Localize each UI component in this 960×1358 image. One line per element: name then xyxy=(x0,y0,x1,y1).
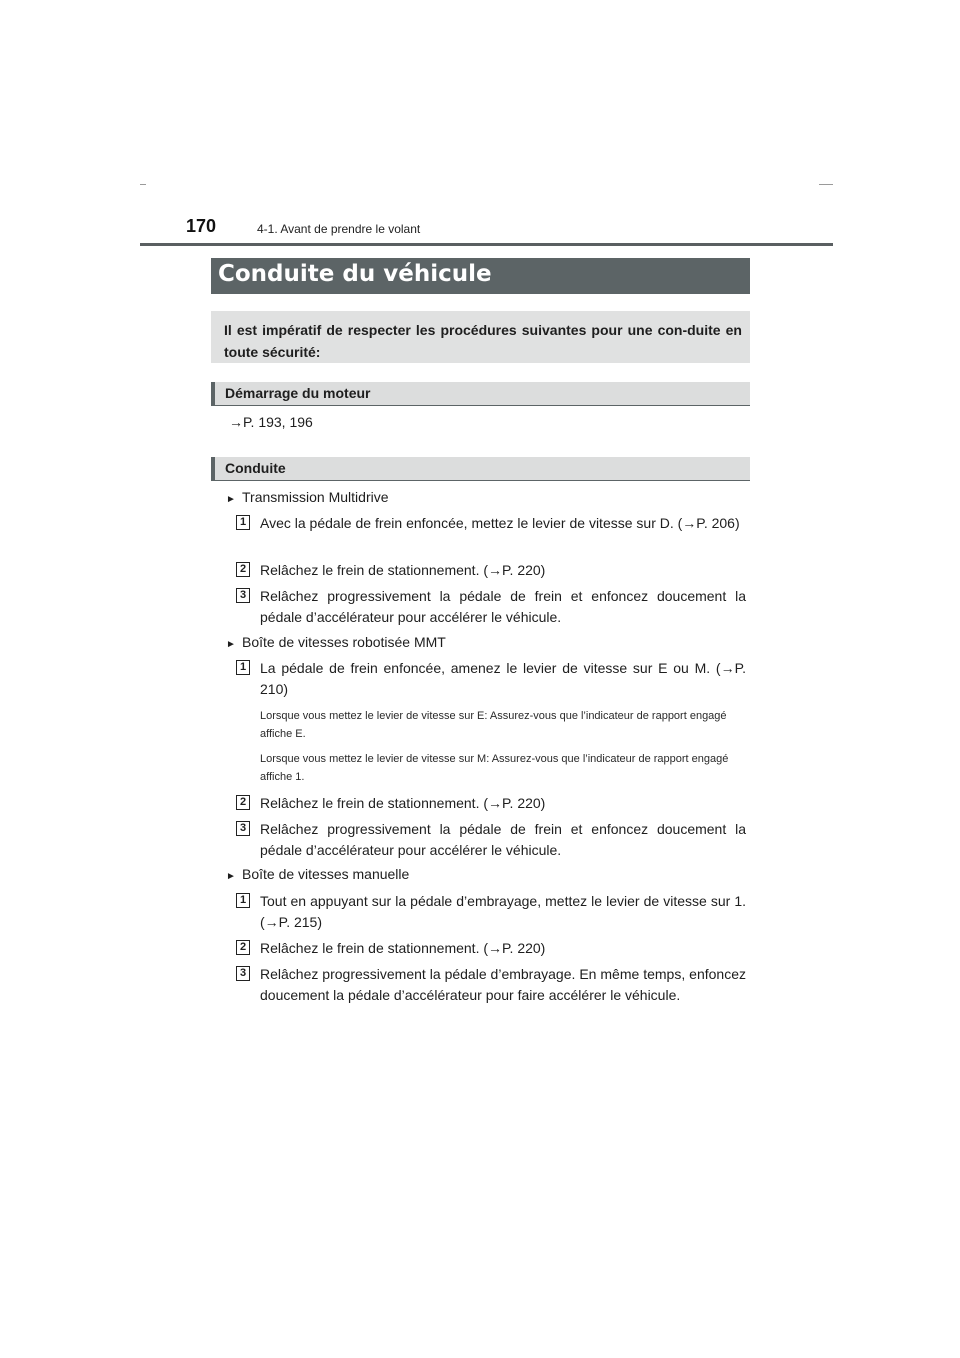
section-title: 4-1. Avant de prendre le volant xyxy=(257,222,421,236)
subheading-driving: Conduite xyxy=(211,457,750,481)
step-text: Relâchez progressivement la pédale de frein et enfoncez doucement la pédale d’accélérateur pour accélérer le véhicule. xyxy=(260,821,746,858)
step-text: Tout en appuyant sur la pédale d’embrayage, mettez le levier de vitesse sur 1. (→P. 215) xyxy=(260,893,746,930)
bullet-multidrive xyxy=(226,489,389,505)
page-title: Conduite du véhicule xyxy=(211,258,750,294)
crop-mark-right xyxy=(819,184,833,185)
subheading-starting: Démarrage du moteur xyxy=(211,382,750,406)
step-number-badge: 2 xyxy=(236,562,250,577)
bullet-label: Boîte de vitesses robotisée MMT xyxy=(242,634,446,650)
step-number-badge: 2 xyxy=(236,940,250,955)
step-text: Avec la pédale de frein enfoncée, mettez le levier de vitesse sur D. (→P. 206) xyxy=(260,515,740,531)
bullet-label: Boîte de vitesses manuelle xyxy=(242,866,410,882)
triangle-bullet-icon: ► xyxy=(226,871,236,882)
step-text: La pédale de frein enfoncée, amenez le levier de vitesse sur E ou M. (→P. 210) xyxy=(260,660,746,697)
step-text: Relâchez progressivement la pédale de frein et enfoncez doucement la pédale d’accélérateur pour accélérer le véhicule. xyxy=(260,588,746,625)
bullet-label: Transmission Multidrive xyxy=(242,489,389,505)
note-text: Lorsque vous mettez le levier de vitesse sur M: Assurez-vous que l’indicateur de rapport engagé affiche 1. xyxy=(260,753,729,783)
step-number-badge: 1 xyxy=(236,893,250,908)
page-number: 170 xyxy=(186,216,217,236)
step-number-badge: 1 xyxy=(236,660,250,675)
step-number-badge: 1 xyxy=(236,515,250,530)
triangle-bullet-icon: ► xyxy=(226,639,236,650)
step-text: Relâchez progressivement la pédale d’embrayage. En même temps, enfoncez doucement la pédale d’accélérateur pour faire accélérer le véhicule. xyxy=(260,966,746,1003)
step-number-badge: 3 xyxy=(236,821,250,836)
step-text: Relâchez le frein de stationnement. (→P. 220) xyxy=(260,940,546,956)
step-text: Relâchez le frein de stationnement. (→P. 220) xyxy=(260,562,546,578)
crop-mark-left xyxy=(140,184,146,185)
step-number-badge: 3 xyxy=(236,588,250,603)
intro-box: Il est impératif de respecter les procédures suivantes pour une con-duite en toute sécurité: xyxy=(211,311,750,363)
step-number-badge: 2 xyxy=(236,795,250,810)
starting-reference: →P. 193, 196 xyxy=(229,414,313,430)
note-text: Lorsque vous mettez le levier de vitesse sur E: Assurez-vous que l’indicateur de rapport engagé affiche E. xyxy=(260,710,727,740)
bullet-manual xyxy=(226,866,409,882)
step-number-badge: 3 xyxy=(236,966,250,981)
header-rule xyxy=(140,243,833,246)
step-text: Relâchez le frein de stationnement. (→P. 220) xyxy=(260,795,546,811)
triangle-bullet-icon: ► xyxy=(226,494,236,505)
bullet-mmt xyxy=(226,634,446,650)
